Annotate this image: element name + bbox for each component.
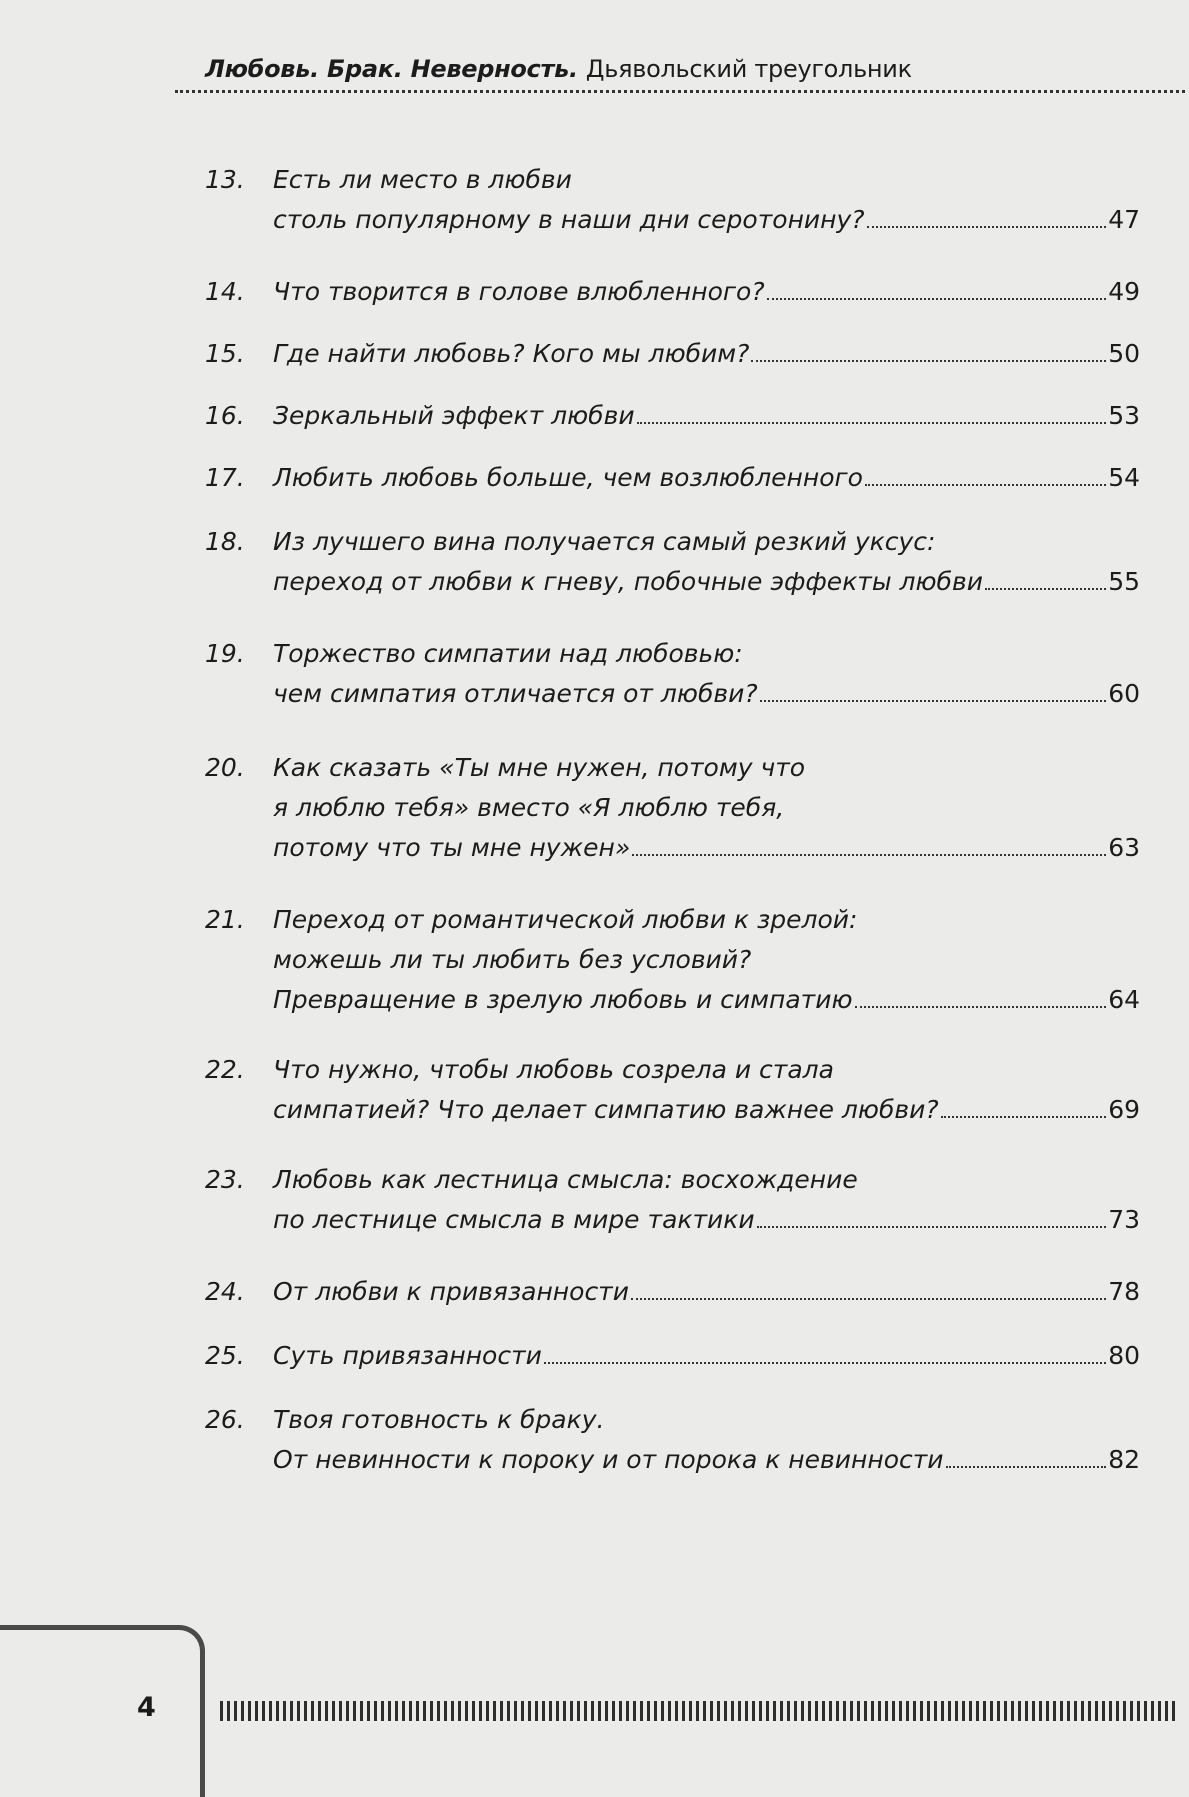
toc-entry-leader-line [273,458,1140,498]
toc-entry-leader-line [273,1090,1140,1130]
toc-entry-text [273,1400,1140,1480]
toc-entry-text [273,396,1140,436]
dot-leader [946,1466,1107,1468]
toc-page-number: 78 [1108,1277,1140,1306]
toc-entry-line: Твоя готовность к браку. [273,1405,605,1434]
dot-leader [632,854,1106,856]
toc-page-number: 53 [1108,401,1140,430]
toc-entry-number: 21. [205,905,245,934]
toc-entry [205,334,1140,374]
toc-page-number: 73 [1108,1205,1140,1234]
toc-entry-last-line: по лестнице смысла в мире тактики [273,1205,755,1234]
toc-entry-last-line: Зеркальный эффект любви [273,401,635,430]
toc-page-number: 49 [1108,277,1140,306]
toc-page-number: 64 [1108,985,1140,1014]
toc-entry-text [273,1336,1140,1376]
header-dotted-rule [175,90,1185,93]
toc-page-number: 54 [1108,463,1140,492]
toc-page-number: 82 [1108,1445,1140,1474]
toc-entry-text [273,272,1140,312]
dot-leader [544,1362,1106,1364]
toc-entry-last-line: От невинности к пороку и от порока к невинности [273,1445,944,1474]
book-subtitle: Дьявольский треугольник [585,55,912,83]
dot-leader [751,360,1106,362]
toc-entry-line: Переход от романтической любви к зрелой: [273,905,858,934]
toc-entry-last-line: Суть привязанности [273,1341,542,1370]
toc-entry [205,396,1140,436]
toc-entry-last-line: Что творится в голове влюбленного? [273,277,765,306]
toc-entry-line: Что нужно, чтобы любовь созрела и стала [273,1055,834,1084]
toc-entry-number: 23. [205,1165,245,1194]
toc-entry-text [273,1272,1140,1312]
toc-entry-text [273,334,1140,374]
toc-entry-line: можешь ли ты любить без условий? [273,945,752,974]
toc-entry-line: Любовь как лестница смысла: восхождение [273,1165,858,1194]
toc-entry [205,160,1140,240]
toc-entry-number: 25. [205,1341,245,1370]
dot-leader [855,1006,1107,1008]
toc-entry-line: Есть ли место в любви [273,165,572,194]
toc-page-number: 60 [1108,679,1140,708]
toc-entry-number: 18. [205,527,245,556]
toc-entry-text [273,160,1140,240]
toc-page-number: 50 [1108,339,1140,368]
toc-entry-leader-line [273,272,1140,312]
toc-entry-leader-line [273,828,1140,868]
toc-entry [205,1272,1140,1312]
toc-page-number: 80 [1108,1341,1140,1370]
toc-entry-line: Торжество симпатии над любовью: [273,639,743,668]
toc-page-number: 63 [1108,833,1140,862]
toc-page-number: 47 [1108,205,1140,234]
running-header [205,55,912,83]
toc-entry-last-line: От любви к привязанности [273,1277,629,1306]
toc-entry-number: 16. [205,401,245,430]
dot-leader [985,588,1106,590]
toc-entry-leader-line [273,1272,1140,1312]
toc-entry-line: Из лучшего вина получается самый резкий уксус: [273,527,936,556]
toc-entry-number: 20. [205,753,245,782]
toc-page-number: 55 [1108,567,1140,596]
toc-entry-text [273,522,1140,602]
toc-entry-leader-line [273,200,1140,240]
toc-entry [205,272,1140,312]
toc-entry [205,1336,1140,1376]
page-number: 4 [137,1692,156,1723]
toc-entry [205,1160,1140,1240]
toc-entry-leader-line [273,1336,1140,1376]
table-of-contents [205,160,1140,1480]
toc-entry-leader-line [273,1200,1140,1240]
toc-entry-leader-line [273,674,1140,714]
toc-entry-number: 13. [205,165,245,194]
toc-entry-last-line: Где найти любовь? Кого мы любим? [273,339,750,368]
toc-entry [205,900,1140,1020]
toc-entry-number: 24. [205,1277,245,1306]
dot-leader [760,700,1107,702]
dot-leader [637,422,1107,424]
footer-corner-frame [0,1625,205,1797]
toc-entry [205,522,1140,602]
toc-entry-leader-line [273,980,1140,1020]
toc-entry [205,1400,1140,1480]
dot-leader [631,1298,1106,1300]
toc-entry-text [273,748,1140,868]
toc-entry [205,634,1140,714]
toc-entry-number: 15. [205,339,245,368]
toc-entry-leader-line [273,396,1140,436]
toc-entry-text [273,458,1140,498]
toc-entry-number: 14. [205,277,245,306]
toc-entry-leader-line [273,1440,1140,1480]
toc-entry-number: 17. [205,463,245,492]
toc-entry-number: 22. [205,1055,245,1084]
toc-page-number: 69 [1108,1095,1140,1124]
toc-entry-last-line: чем симпатия отличается от любви? [273,679,758,708]
toc-entry-line: Как сказать «Ты мне нужен, потому что [273,753,806,782]
toc-entry-text [273,1050,1140,1130]
toc-entry-number: 19. [205,639,245,668]
toc-entry-text [273,634,1140,714]
toc-entry [205,748,1140,868]
footer-tick-rule [220,1701,1175,1721]
toc-entry-leader-line [273,334,1140,374]
toc-entry-last-line: столь популярному в наши дни серотонину? [273,205,865,234]
toc-entry-leader-line [273,562,1140,602]
toc-entry-line: я люблю тебя» вместо «Я люблю тебя, [273,793,785,822]
toc-entry [205,458,1140,498]
toc-entry-last-line: переход от любви к гневу, побочные эффекты любви [273,567,983,596]
dot-leader [941,1116,1107,1118]
toc-entry-last-line: симпатией? Что делает симпатию важнее любви? [273,1095,939,1124]
toc-entry-text [273,900,1140,1020]
dot-leader [757,1226,1107,1228]
toc-entry-text [273,1160,1140,1240]
toc-entry-last-line: Любить любовь больше, чем возлюбленного [273,463,863,492]
dot-leader [767,298,1107,300]
dot-leader [867,226,1107,228]
book-title: Любовь. Брак. Неверность. [205,55,578,83]
toc-entry-number: 26. [205,1405,245,1434]
toc-entry [205,1050,1140,1130]
toc-entry-last-line: потому что ты мне нужен» [273,833,631,862]
toc-entry-last-line: Превращение в зрелую любовь и симпатию [273,985,853,1014]
dot-leader [865,484,1106,486]
